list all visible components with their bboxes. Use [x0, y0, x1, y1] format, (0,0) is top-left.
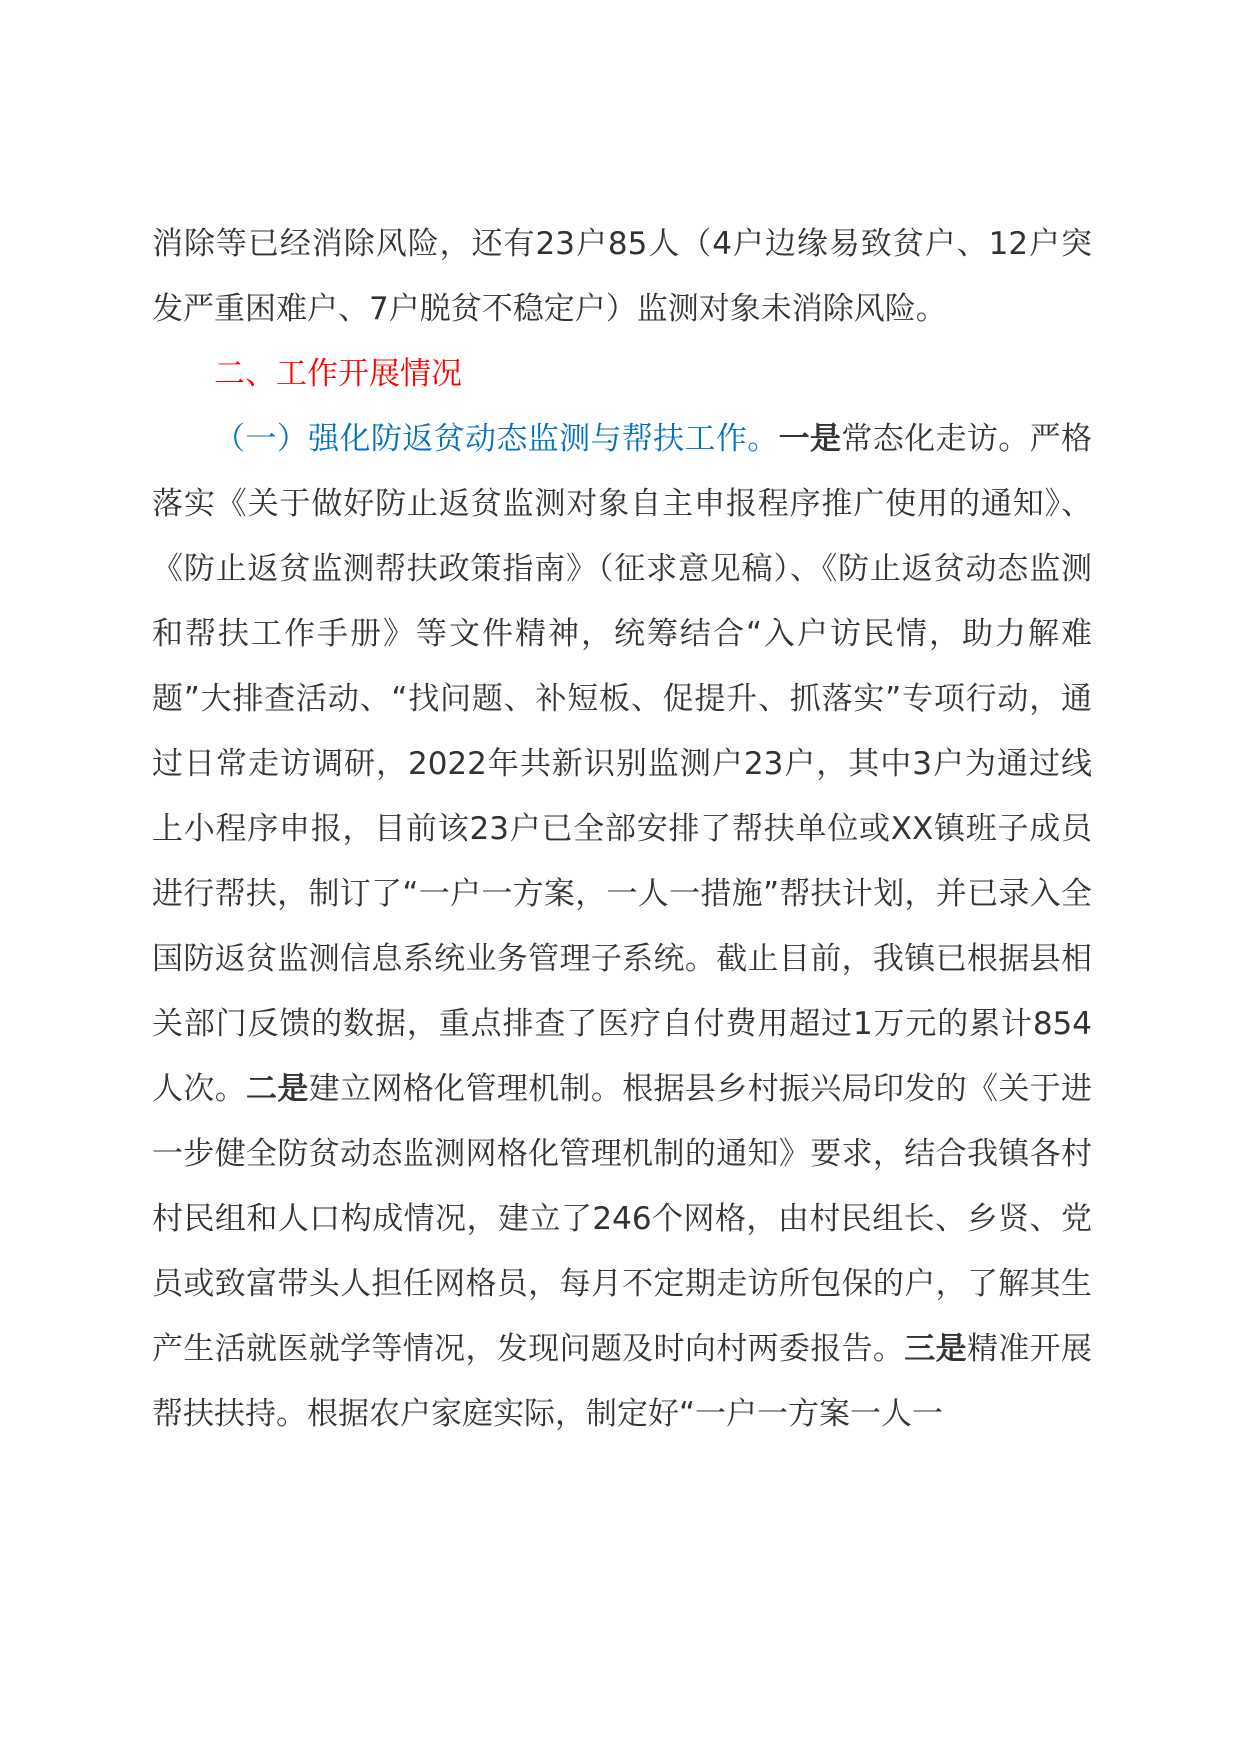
point-two-text: 建立网格化管理机制。根据县乡村振兴局印发的《关于进一步健全防贫动态监测网格化管理机制的通知》要求，结合我镇各村村民组和人口构成情况，建立了246个网格，由村民组长、乡贤、党员或致富带头人担任网格员，每月不定期走访所包保的户，了解其生产生活就医就学等情况，发现问题及时向村两委报告。 [152, 1071, 1093, 1367]
point-two-label: 二是 [246, 1071, 309, 1107]
paragraph-risk-status [152, 212, 1092, 342]
point-one-label: 一是 [778, 421, 842, 457]
section-heading-text: 二、工作开展情况 [214, 356, 462, 392]
point-one-text: 常态化走访。严格落实《关于做好防止返贫监测对象自主申报程序推广使用的通知》、《防止返贫监测帮扶政策指南》（征求意见稿）、《防止返贫动态监测和帮扶工作手册》等文件精神，统筹结合“入户访民情，助力解难题”大排查活动、“找问题、补短板、促提升、抓落实”专项行动，通过日常走访调研，2022年共新识别监测户23户，其中3户为通过线上小程序申报，目前该23户已全部安排了帮扶单位或XX镇班子成员进行帮扶，制订了“一户一方案，一人一措施”帮扶计划，并已录入全国防返贫监测信息系统业务管理子系统。截止目前，我镇已根据县相关部门反馈的数据，重点排查了医疗自付费用超过1万元的累计854人次。 [152, 421, 1093, 1107]
point-three-label: 三是 [904, 1331, 967, 1367]
document-body [152, 212, 1092, 1447]
point-three-text: 精准开展帮扶扶持。根据农户家庭实际，制定好“一户一方案一人一 [152, 1331, 1093, 1432]
section-heading [152, 342, 1092, 407]
paragraph-risk-status-text: 消除等已经消除风险，还有23户85人（4户边缘易致贫户、12户突发严重困难户、7户脱贫不稳定户）监测对象未消除风险。 [152, 226, 1092, 327]
sub-heading: （一）强化防返贫动态监测与帮扶工作。 [214, 421, 779, 457]
paragraph-monitoring-work [152, 407, 1092, 1447]
